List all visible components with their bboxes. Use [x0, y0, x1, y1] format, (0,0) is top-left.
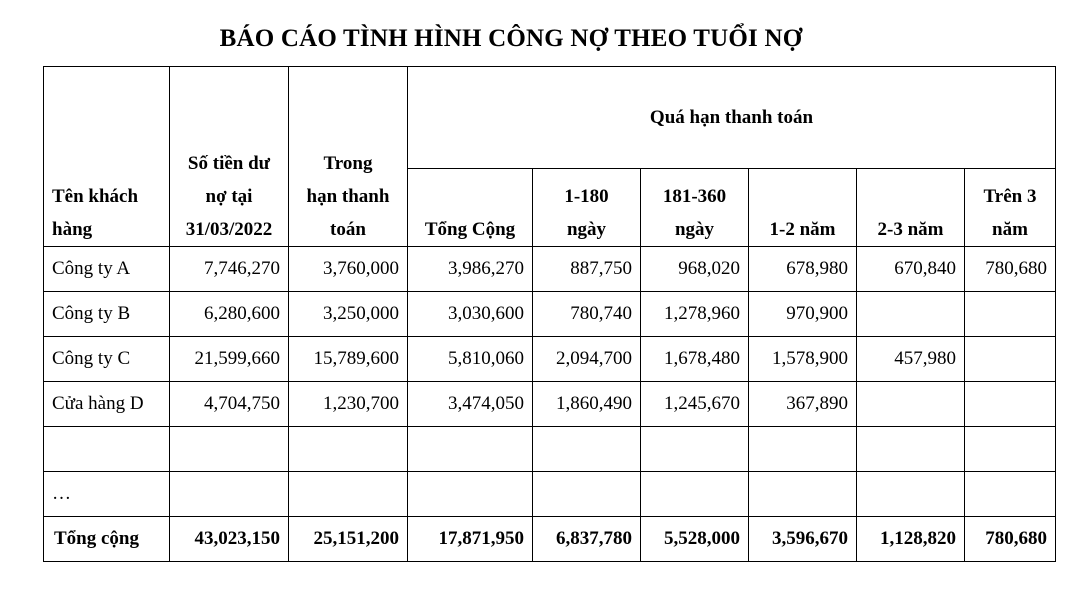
report-title: BÁO CÁO TÌNH HÌNH CÔNG NỢ THEO TUỔI NỢ: [219, 25, 803, 52]
amount-cell: [641, 472, 749, 517]
header-in-term: [289, 67, 408, 247]
amount-cell: [408, 472, 533, 517]
amount-cell: 1,245,670: [641, 382, 749, 427]
customer-name-cell: [44, 427, 170, 472]
customer-name-cell: Công ty B: [44, 292, 170, 337]
amount-cell: [749, 472, 857, 517]
amount-cell: 3,474,050: [408, 382, 533, 427]
header-customer: [44, 67, 170, 247]
customer-name-cell: Công ty C: [44, 337, 170, 382]
table-row: [44, 382, 1056, 427]
total-value-cell: 5,528,000: [641, 517, 749, 562]
header-text-line: ngày: [566, 219, 607, 240]
amount-cell: [170, 472, 289, 517]
customer-name-cell: …: [44, 472, 170, 517]
amount-cell: 887,750: [533, 247, 641, 292]
amount-cell: [965, 472, 1056, 517]
amount-cell: 670,840: [857, 247, 965, 292]
header-text-line: hàng: [52, 219, 93, 240]
amount-cell: 367,890: [749, 382, 857, 427]
amount-cell: [408, 427, 533, 472]
amount-cell: 1,578,900: [749, 337, 857, 382]
amount-cell: [965, 337, 1056, 382]
header-text-line: 181-360: [662, 186, 727, 207]
amount-cell: 1,678,480: [641, 337, 749, 382]
header-1-2-years: [749, 169, 857, 247]
table-row: [44, 472, 1056, 517]
table-row: [44, 427, 1056, 472]
amount-cell: [749, 427, 857, 472]
customer-name-cell: Cửa hàng D: [44, 382, 170, 427]
table-row: [44, 337, 1056, 382]
header-over-3-years: [965, 169, 1056, 247]
table-body: [44, 247, 1056, 562]
amount-cell: [857, 472, 965, 517]
header-text-line: Tổng Cộng: [424, 219, 516, 240]
amount-cell: 457,980: [857, 337, 965, 382]
header-text-line: Trong: [323, 153, 373, 174]
header-text-line: Số tiền dư: [187, 153, 271, 174]
header-text-line: toán: [330, 219, 366, 240]
amount-cell: [289, 472, 408, 517]
header-text-line: Trên 3: [983, 186, 1037, 207]
total-row: [44, 517, 1056, 562]
amount-cell: 4,704,750: [170, 382, 289, 427]
amount-cell: 6,280,600: [170, 292, 289, 337]
amount-cell: [857, 427, 965, 472]
amount-cell: 15,789,600: [289, 337, 408, 382]
header-text-line: 1-180: [564, 186, 609, 207]
debt-aging-table: [43, 66, 1056, 562]
amount-cell: 3,030,600: [408, 292, 533, 337]
amount-cell: [170, 427, 289, 472]
amount-cell: 1,278,960: [641, 292, 749, 337]
total-value-cell: 1,128,820: [857, 517, 965, 562]
header-text-line: Tên khách: [52, 186, 139, 207]
table-row: [44, 247, 1056, 292]
amount-cell: 3,250,000: [289, 292, 408, 337]
header-overdue-group: Quá hạn thanh toán: [408, 67, 1056, 169]
amount-cell: [857, 382, 965, 427]
header-1-180-days: [533, 169, 641, 247]
header-2-3-years: [857, 169, 965, 247]
amount-cell: 21,599,660: [170, 337, 289, 382]
amount-cell: [533, 427, 641, 472]
total-value-cell: 17,871,950: [408, 517, 533, 562]
header-balance: [170, 67, 289, 247]
header-total: [408, 169, 533, 247]
total-value-cell: 6,837,780: [533, 517, 641, 562]
amount-cell: [965, 292, 1056, 337]
header-text-line: 2-3 năm: [877, 219, 944, 240]
amount-cell: 780,680: [965, 247, 1056, 292]
header-text-line: 31/03/2022: [185, 219, 273, 240]
amount-cell: 1,860,490: [533, 382, 641, 427]
amount-cell: 3,760,000: [289, 247, 408, 292]
amount-cell: 3,986,270: [408, 247, 533, 292]
amount-cell: 968,020: [641, 247, 749, 292]
total-value-cell: 780,680: [965, 517, 1056, 562]
total-value-cell: 43,023,150: [170, 517, 289, 562]
amount-cell: 1,230,700: [289, 382, 408, 427]
total-value-cell: 25,151,200: [289, 517, 408, 562]
amount-cell: [533, 472, 641, 517]
amount-cell: [965, 427, 1056, 472]
table-row: [44, 292, 1056, 337]
header-text-line: 1-2 năm: [769, 219, 836, 240]
amount-cell: 970,900: [749, 292, 857, 337]
header-181-360-days: [641, 169, 749, 247]
amount-cell: 780,740: [533, 292, 641, 337]
amount-cell: [641, 427, 749, 472]
amount-cell: [857, 292, 965, 337]
amount-cell: 678,980: [749, 247, 857, 292]
header-text-line: hạn thanh: [306, 186, 390, 207]
customer-name-cell: Công ty A: [44, 247, 170, 292]
amount-cell: [289, 427, 408, 472]
amount-cell: 7,746,270: [170, 247, 289, 292]
amount-cell: 2,094,700: [533, 337, 641, 382]
header-text-line: năm: [992, 219, 1028, 240]
amount-cell: [965, 382, 1056, 427]
header-text-line: ngày: [674, 219, 715, 240]
total-label: Tổng cộng: [44, 517, 170, 562]
amount-cell: 5,810,060: [408, 337, 533, 382]
header-text-line: nợ tại: [205, 186, 253, 207]
total-value-cell: 3,596,670: [749, 517, 857, 562]
